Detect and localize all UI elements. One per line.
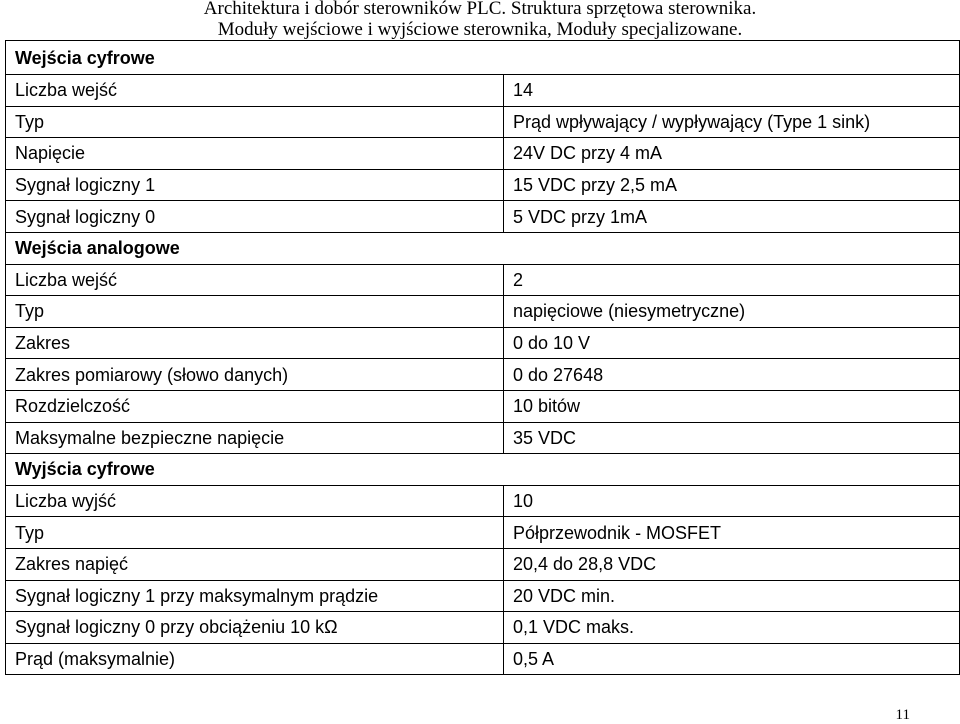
row-label: Sygnał logiczny 1 przy maksymalnym prądzie bbox=[6, 580, 504, 612]
header-line-1: Architektura i dobór sterowników PLC. Struktura sprzętowa sterownika. bbox=[203, 0, 757, 19]
row-value: 24V DC przy 4 mA bbox=[504, 138, 960, 170]
table-row bbox=[6, 201, 960, 233]
table-row bbox=[6, 327, 960, 359]
row-value: Półprzewodnik - MOSFET bbox=[504, 517, 960, 549]
row-label: Sygnał logiczny 1 bbox=[6, 169, 504, 201]
row-label: Rozdzielczość bbox=[6, 390, 504, 422]
page-number: 11 bbox=[895, 707, 910, 723]
table-row bbox=[6, 138, 960, 170]
row-value: 0 do 27648 bbox=[504, 359, 960, 391]
row-value: 0 do 10 V bbox=[504, 327, 960, 359]
section-header-row bbox=[6, 41, 960, 75]
table-row bbox=[6, 643, 960, 675]
row-value: 10 bbox=[504, 485, 960, 517]
row-value: 35 VDC bbox=[504, 422, 960, 454]
row-label: Maksymalne bezpieczne napięcie bbox=[6, 422, 504, 454]
row-label: Prąd (maksymalnie) bbox=[6, 643, 504, 675]
row-label: Liczba wejść bbox=[6, 75, 504, 107]
row-value: 2 bbox=[504, 264, 960, 296]
table-row bbox=[6, 612, 960, 644]
specification-table bbox=[5, 40, 960, 675]
row-value: 15 VDC przy 2,5 mA bbox=[504, 169, 960, 201]
section-header-row bbox=[6, 232, 960, 264]
table-row bbox=[6, 548, 960, 580]
row-label: Typ bbox=[6, 106, 504, 138]
row-value: 20,4 do 28,8 VDC bbox=[504, 548, 960, 580]
row-value: 0,1 VDC maks. bbox=[504, 612, 960, 644]
section-title-digital-inputs: Wejścia cyfrowe bbox=[6, 41, 960, 75]
table-row bbox=[6, 485, 960, 517]
row-label: Zakres bbox=[6, 327, 504, 359]
row-label: Typ bbox=[6, 517, 504, 549]
row-value: 10 bitów bbox=[504, 390, 960, 422]
table-row bbox=[6, 517, 960, 549]
table-row bbox=[6, 106, 960, 138]
header-line-2: Moduły wejściowe i wyjściowe sterownika, Moduły specjalizowane. bbox=[217, 19, 743, 40]
row-value: 14 bbox=[504, 75, 960, 107]
row-value: 0,5 A bbox=[504, 643, 960, 675]
row-label: Zakres napięć bbox=[6, 548, 504, 580]
table-row bbox=[6, 75, 960, 107]
row-value: 5 VDC przy 1mA bbox=[504, 201, 960, 233]
row-label: Sygnał logiczny 0 przy obciążeniu 10 kΩ bbox=[6, 612, 504, 644]
row-value: Prąd wpływający / wypływający (Type 1 sink) bbox=[504, 106, 960, 138]
table-row bbox=[6, 580, 960, 612]
table-row bbox=[6, 169, 960, 201]
table-row bbox=[6, 390, 960, 422]
row-label: Napięcie bbox=[6, 138, 504, 170]
row-label: Zakres pomiarowy (słowo danych) bbox=[6, 359, 504, 391]
row-value: napięciowe (niesymetryczne) bbox=[504, 296, 960, 328]
row-value: 20 VDC min. bbox=[504, 580, 960, 612]
table-row bbox=[6, 359, 960, 391]
row-label: Sygnał logiczny 0 bbox=[6, 201, 504, 233]
section-title-digital-outputs: Wyjścia cyfrowe bbox=[6, 454, 960, 486]
table-row bbox=[6, 264, 960, 296]
table-row bbox=[6, 422, 960, 454]
row-label: Typ bbox=[6, 296, 504, 328]
row-label: Liczba wyjść bbox=[6, 485, 504, 517]
section-header-row bbox=[6, 454, 960, 486]
section-title-analog-inputs: Wejścia analogowe bbox=[6, 232, 960, 264]
table-row bbox=[6, 296, 960, 328]
row-label: Liczba wejść bbox=[6, 264, 504, 296]
